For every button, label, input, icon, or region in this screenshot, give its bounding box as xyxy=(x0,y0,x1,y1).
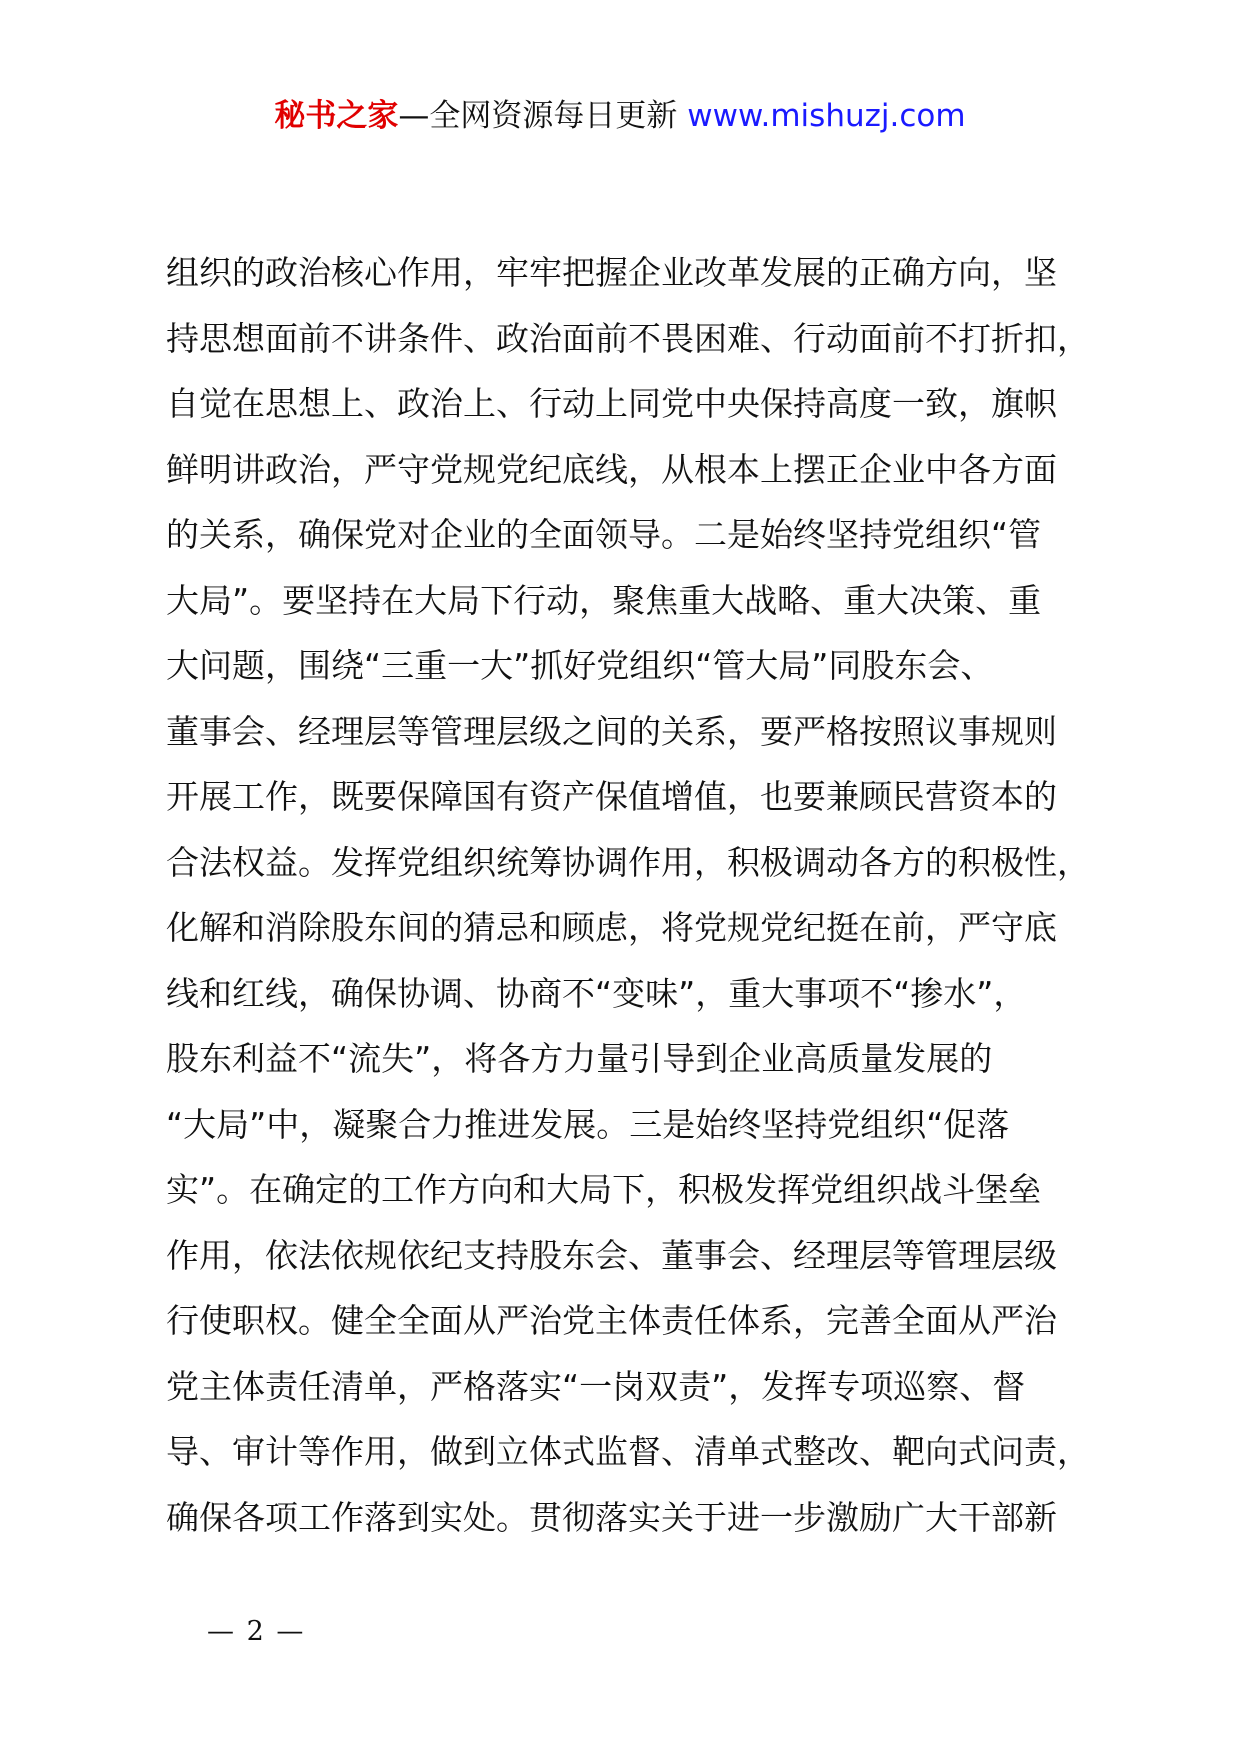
body-line: 行使职权。健全全面从严治党主体责任体系，完善全面从严治 xyxy=(166,1301,1057,1340)
body-line: 董事会、经理层等管理层级之间的关系，要严格按照议事规则 xyxy=(166,711,1057,751)
site-url: www.mishuzj.com xyxy=(687,98,966,134)
body-line: 持思想面前不讲条件、政治面前不畏困难、行动面前不打折扣， xyxy=(166,318,1090,358)
body-line: 确保各项工作落到实处。贯彻落实关于进一步激励广大干部新 xyxy=(166,1497,1057,1537)
body-line: 自觉在思想上、政治上、行动上同党中央保持高度一致，旗帜 xyxy=(166,384,1057,423)
body-line: 股东利益不“流失”，将各方力量引导到企业高质量发展的 xyxy=(166,1039,993,1078)
header-slogan: —全网资源每日更新 xyxy=(398,98,678,134)
body-line: 线和红线，确保协调、协商不“变味”，重大事项不“掺水”， xyxy=(166,973,1027,1013)
body-line: 大局”。要坚持在大局下行动，聚焦重大战略、重大决策、重 xyxy=(166,580,1042,620)
body-line: 作用，依法依规依纪支持股东会、董事会、经理层等管理层级 xyxy=(166,1235,1057,1275)
body-line: 导、审计等作用，做到立体式监督、清单式整改、靶向式问责， xyxy=(166,1432,1090,1471)
body-line: “大局”中，凝聚合力推进发展。三是始终坚持党组织“促落 xyxy=(166,1104,1010,1144)
body-line: 组织的政治核心作用，牢牢把握企业改革发展的正确方向，坚 xyxy=(166,253,1057,292)
brand-name: 秘书之家 xyxy=(274,98,399,134)
body-line: 开展工作，既要保障国有资产保值增值，也要兼顾民营资本的 xyxy=(166,777,1057,816)
body-line: 党主体责任清单，严格落实“一岗双责”，发挥专项巡察、督 xyxy=(166,1366,1026,1406)
body-line: 的关系，确保党对企业的全面领导。二是始终坚持党组织“管 xyxy=(166,515,1042,554)
body-line: 实”。在确定的工作方向和大局下，积极发挥党组织战斗堡垒 xyxy=(166,1170,1042,1209)
document-body xyxy=(166,240,1126,1550)
body-line: 大问题，围绕“三重一大”抓好党组织“管大局”同股东会、 xyxy=(166,646,994,685)
body-line: 鲜明讲政治，严守党规党纪底线，从根本上摆正企业中各方面 xyxy=(166,449,1057,489)
body-line: 合法权益。发挥党组织统筹协调作用，积极调动各方的积极性， xyxy=(166,842,1090,882)
page-number: — 2 — xyxy=(207,1616,306,1647)
site-header xyxy=(0,96,1240,136)
body-line: 化解和消除股东间的猜忌和顾虑，将党规党纪挺在前，严守底 xyxy=(166,908,1057,947)
